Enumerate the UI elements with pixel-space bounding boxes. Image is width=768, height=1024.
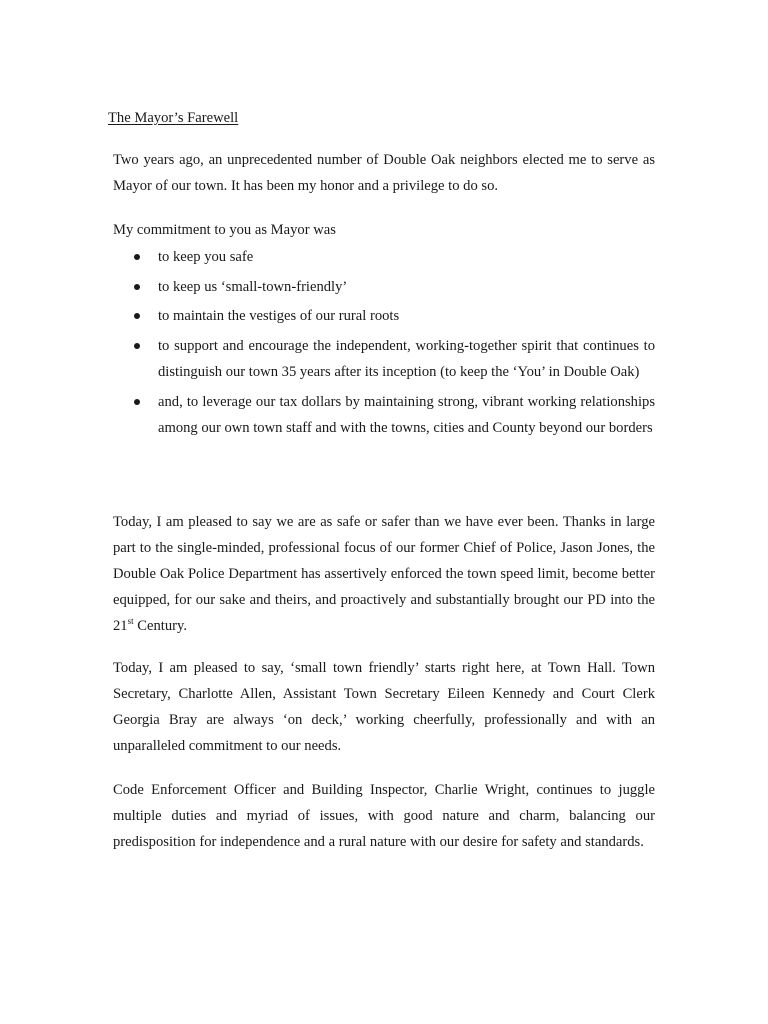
paragraph-safety <box>113 509 655 639</box>
list-item <box>113 389 655 442</box>
commitment-intro: My commitment to you as Mayor was <box>113 222 336 238</box>
bullet-icon <box>134 254 140 260</box>
bullet-icon <box>134 343 140 349</box>
list-item <box>113 244 655 271</box>
list-item-text: to keep you safe <box>158 249 254 265</box>
superscript-ordinal: st <box>127 616 134 627</box>
bullet-icon <box>134 399 140 405</box>
paragraph-safety-end: Century. <box>133 618 187 634</box>
list-item-text: and, to leverage our tax dollars by maintaining strong, vibrant working relationships among our own town staff and with the towns, cities and County beyond our borders <box>158 393 655 436</box>
paragraph-intro: Two years ago, an unprecedented number of Double Oak neighbors elected me to serve as Mayor of our town. It has been my honor and a privilege to do so. <box>113 152 655 194</box>
list-item-text: to support and encourage the independent, working-together spirit that continues to distinguish our town 35 years after its inception (to keep the ‘You’ in Double Oak) <box>158 337 655 380</box>
commitment-list <box>113 244 655 445</box>
list-item <box>113 333 655 386</box>
bullet-icon <box>134 313 140 319</box>
list-item <box>113 274 655 301</box>
paragraph-town-hall: Today, I am pleased to say, ‘small town friendly’ starts right here, at Town Hall. Town Secretary, Charlotte Allen, Assistant Town Secretary Eileen Kennedy and Court Clerk Georgia Bray are always ‘on deck,’ working cheerfully, professionally and with an unparalleled commitment to our needs. <box>113 660 655 754</box>
paragraph-code-enforcement: Code Enforcement Officer and Building Inspector, Charlie Wright, continues to juggle multiple duties and myriad of issues, with good nature and charm, balancing our predisposition for independence and a rural nature with our desire for safety and standards. <box>113 782 655 850</box>
paragraph-safety-text: Today, I am pleased to say we are as safe or safer than we have ever been. Thanks in large part to the single-minded, professional focus of our former Chief of Police, Jason Jones, the Double Oak Police Department has assertively enforced the town speed limit, become better equipped, for our sake and theirs, and proactively and substantially brought our PD into the 21 <box>113 514 655 634</box>
list-item-text: to maintain the vestiges of our rural roots <box>158 308 400 324</box>
list-item-text: to keep us ‘small-town-friendly’ <box>158 278 348 295</box>
list-item <box>113 303 655 330</box>
bullet-icon <box>134 284 140 290</box>
page-title: The Mayor’s Farewell <box>108 110 239 126</box>
